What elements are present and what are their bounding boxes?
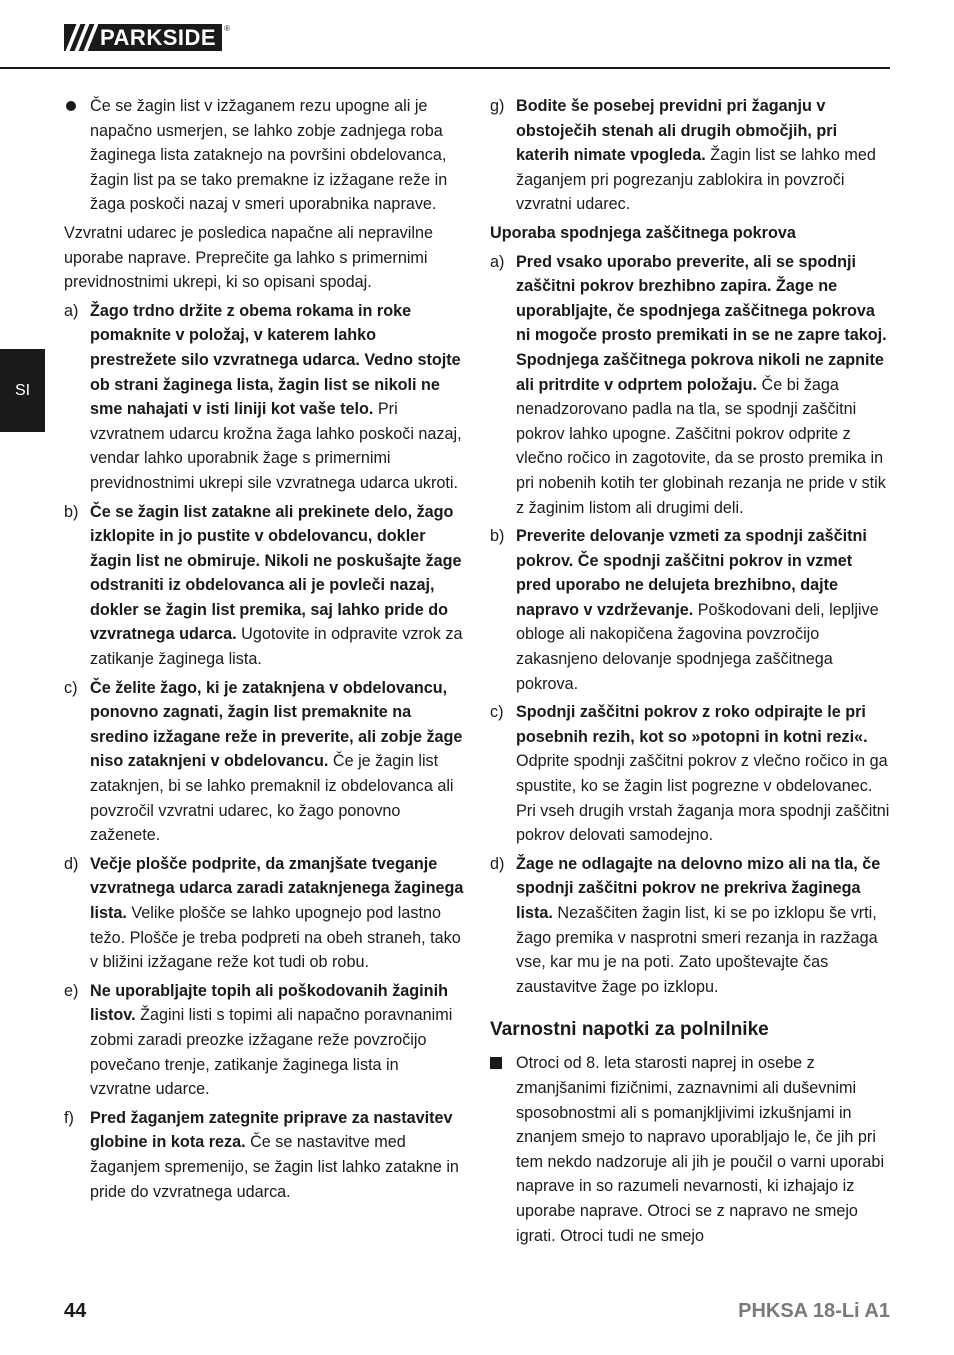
list-item — [490, 524, 890, 696]
language-tab: SI — [0, 349, 45, 432]
list-item-text: Nezaščiten žagin list, ki se po izklopu še vrti, žago premika v nasprotni smeri rezanja in razžaga vse, kar mu je na poti. Zato upoštevajte čas zaustavitve žage po izklopu. — [516, 904, 878, 996]
list-marker: c) — [490, 703, 504, 722]
list-item-bold: Preverite delovanje vzmeti za spodnji zaščitni pokrov. Če spodnji zaščitni pokrov in vzmet pred uporabo ne delujeta brezhibno, dajte napravo v vzdrževanje. — [516, 527, 867, 619]
list-item-bold: Večje plošče podprite, da zmanjšate tveganje vzvratnega udarca zaradi zataknjenega žaginega lista. — [90, 854, 464, 922]
list-item-bold: Žage ne odlagajte na delovno mizo ali na tla, če spodnji zaščitni pokrov ne prekriva žaginega lista. — [516, 854, 881, 922]
bullet-dot-icon — [66, 101, 76, 111]
parkside-logo — [64, 24, 230, 51]
list-item — [490, 700, 890, 848]
list-item — [64, 676, 464, 848]
list-item-text: Če bi žaga nenadzorovano padla na tla, se spodnji zaščitni pokrov lahko upogne. Zaščitni pokrov odprite z vlečno ročico in zagotovite, da se prosto premika in pri nobenih kotih ter globinah rezanja ne pride v stik z žaginim listom ali drugimi deli. — [516, 375, 886, 517]
list-marker: c) — [64, 678, 78, 697]
list-item-bold: Pred vsako uporabo preverite, ali se spodnji zaščitni pokrov brezhibno zapira. Žage ne uporabljajte, če spodnjega zaščitnega pokrova ni mogoče prosto premikati in se ne zapre takoj. Spodnjega zaščitnega pokrova nikoli ne zapnite ali pritrdite v odprtem položaju. — [516, 252, 887, 394]
list-item — [64, 299, 464, 496]
bullet-item — [64, 94, 464, 217]
list-item-text: Če je žagin list zataknjen, bi se lahko premaknil iz obdelovanca ali povzročil vzvratni udarec, ko žago ponovno zaženete. — [90, 752, 454, 845]
list-item-bold: Če želite žago, ki je zataknjena v obdelovancu, ponovno zagnati, žagin list premaknite na sredino izžagane reže in preverite, ali zobje žage niso zataknjeni v obdelovancu. — [90, 678, 463, 771]
list-item — [490, 250, 890, 521]
logo-wordmark: PARKSIDE — [98, 24, 222, 51]
list-marker: d) — [490, 854, 505, 873]
list-item-bold: Ne uporabljajte topih ali poškodovanih žaginih listov. — [90, 981, 448, 1025]
kickback-intro: Vzvratni udarec je posledica napačne ali nepravilne uporabe naprave. Preprečite ga lahko s primernimi previdnostnimi ukrepi, ki so opisani spodaj. — [64, 223, 433, 292]
square-bullet-icon — [490, 1057, 502, 1069]
list-item-text: Poškodovani deli, lepljive obloge ali nakopičena žagovina povzročijo zakasnjeno delovanje spodnjega zaščitnega pokrova. — [516, 600, 879, 693]
list-marker: g) — [490, 97, 505, 115]
list-marker: a) — [490, 252, 505, 271]
list-item — [490, 852, 890, 1000]
list-marker: f) — [64, 1108, 74, 1127]
list-item-bold: Žago trdno držite z obema rokama in roke pomaknite v položaj, v katerem lahko prestrežete silo vzvratnega udarca. Vedno stojte ob strani žaginega lista, žagin list se nikoli ne sme nahajati v isti liniji kot vaše telo. — [90, 301, 461, 419]
logo-slashes-icon — [64, 24, 98, 51]
list-item-text: Pri vzvratnem udarcu krožna žaga lahko poskoči nazaj, vendar lahko uporabnik žage s primernimi previdnostnimi ukrepi sile vzvratnega udarca ukroti. — [90, 400, 462, 492]
list-item-bold: Pred žaganjem zategnite priprave za nastavitev globine in kota reza. — [90, 1108, 453, 1152]
list-item — [64, 1106, 464, 1204]
list-item-text: Žagini listi s topimi ali napačno poravnanimi zobmi zaradi preozke izžagane reže povzročijo povečano trenje, zatikanje žaginega lista in vzvratne udarce. — [90, 1006, 453, 1099]
right-column — [490, 94, 890, 1252]
list-item-bold: Bodite še posebej previdni pri žaganju v obstoječih stenah ali drugih območjih, pri katerih nimate vpogleda. — [516, 97, 838, 165]
list-item-bold: Spodnji zaščitni pokrov z roko odpirajte le pri posebnih rezih, kot so »potopni in kotni rezi«. — [516, 703, 868, 746]
header-rule — [0, 67, 890, 69]
section-title: Varnostni napotki za polnilnike — [490, 1019, 769, 1041]
list-item — [64, 852, 464, 975]
list-marker: a) — [64, 301, 79, 320]
list-item — [64, 500, 464, 672]
square-bullet-item — [490, 1051, 890, 1248]
left-column — [64, 94, 464, 1208]
list-item — [64, 979, 464, 1102]
bullet-item-text: Če se žagin list v izžaganem rezu upogne ali je napačno usmerjen, se lahko zobje zadnjega roba žaginega lista zataknejo na površini obdelovanca, žagin list pa se tako premakne iz izžagane reže in žaga poskoči nazaj v smeri uporabnika naprave. — [90, 97, 448, 214]
square-bullet-text: Otroci od 8. leta starosti naprej in osebe z zmanjšanimi fizičnimi, zaznavnimi ali duševnimi sposobnostmi ali s pomanjkljivimi izkušnjami in znanjem smejo to napravo uporabljajo le, če jih pri tem nekdo nadzoruje ali jih je poučil o varni uporabi naprave in so razumeli nevarnosti, ki izhajajo iz uporabe naprave. Otroci se z napravo ne smejo igrati. Otroci tudi ne smejo — [516, 1054, 885, 1245]
list-marker: b) — [64, 502, 79, 521]
registered-mark: ® — [224, 24, 230, 33]
subheading: Uporaba spodnjega zaščitnega pokrova — [490, 223, 796, 242]
list-item-text: Ugotovite in odpravite vzrok za zatikanje žaginega lista. — [90, 625, 463, 669]
page-number: 44 — [64, 1300, 87, 1322]
list-item-text: Če se nastavitve med žaganjem spremenijo, se žagin list lahko zatakne in pride do vzvratnega udarca. — [90, 1133, 459, 1201]
list-item — [490, 94, 890, 217]
list-marker: d) — [64, 854, 79, 873]
list-marker: b) — [490, 527, 505, 546]
model-name: PHKSA 18-Li A1 — [738, 1300, 890, 1322]
list-item-text: Odprite spodnji zaščitni pokrov z vlečno ročico in ga spustite, ko se žagin list pogrezne v obdelovanec. Pri vseh drugih vrstah žaganja mora spodnji zaščitni pokrov delovati samodejno. — [516, 752, 890, 845]
list-marker: e) — [64, 981, 79, 1000]
list-item-bold: Če se žagin list zatakne ali prekinete delo, žago izklopite in jo pustite v obdelovancu, dokler žagin list ne obmiruje. Nikoli ne poskušajte žage odstraniti iz obdelovanca ali je povleči nazaj, dokler se žagin list premika, saj lahko pride do vzvratnega udarca. — [90, 502, 462, 644]
list-item-text: Velike plošče se lahko upognejo pod lastno težo. Plošče je treba podpreti na obeh straneh, tako v bližini izžagane reže kot tudi ob robu. — [90, 904, 461, 972]
list-item-text: Žagin list se lahko med žaganjem pri pogrezanju zablokira in povzroči vzvratni udarec. — [516, 146, 876, 214]
